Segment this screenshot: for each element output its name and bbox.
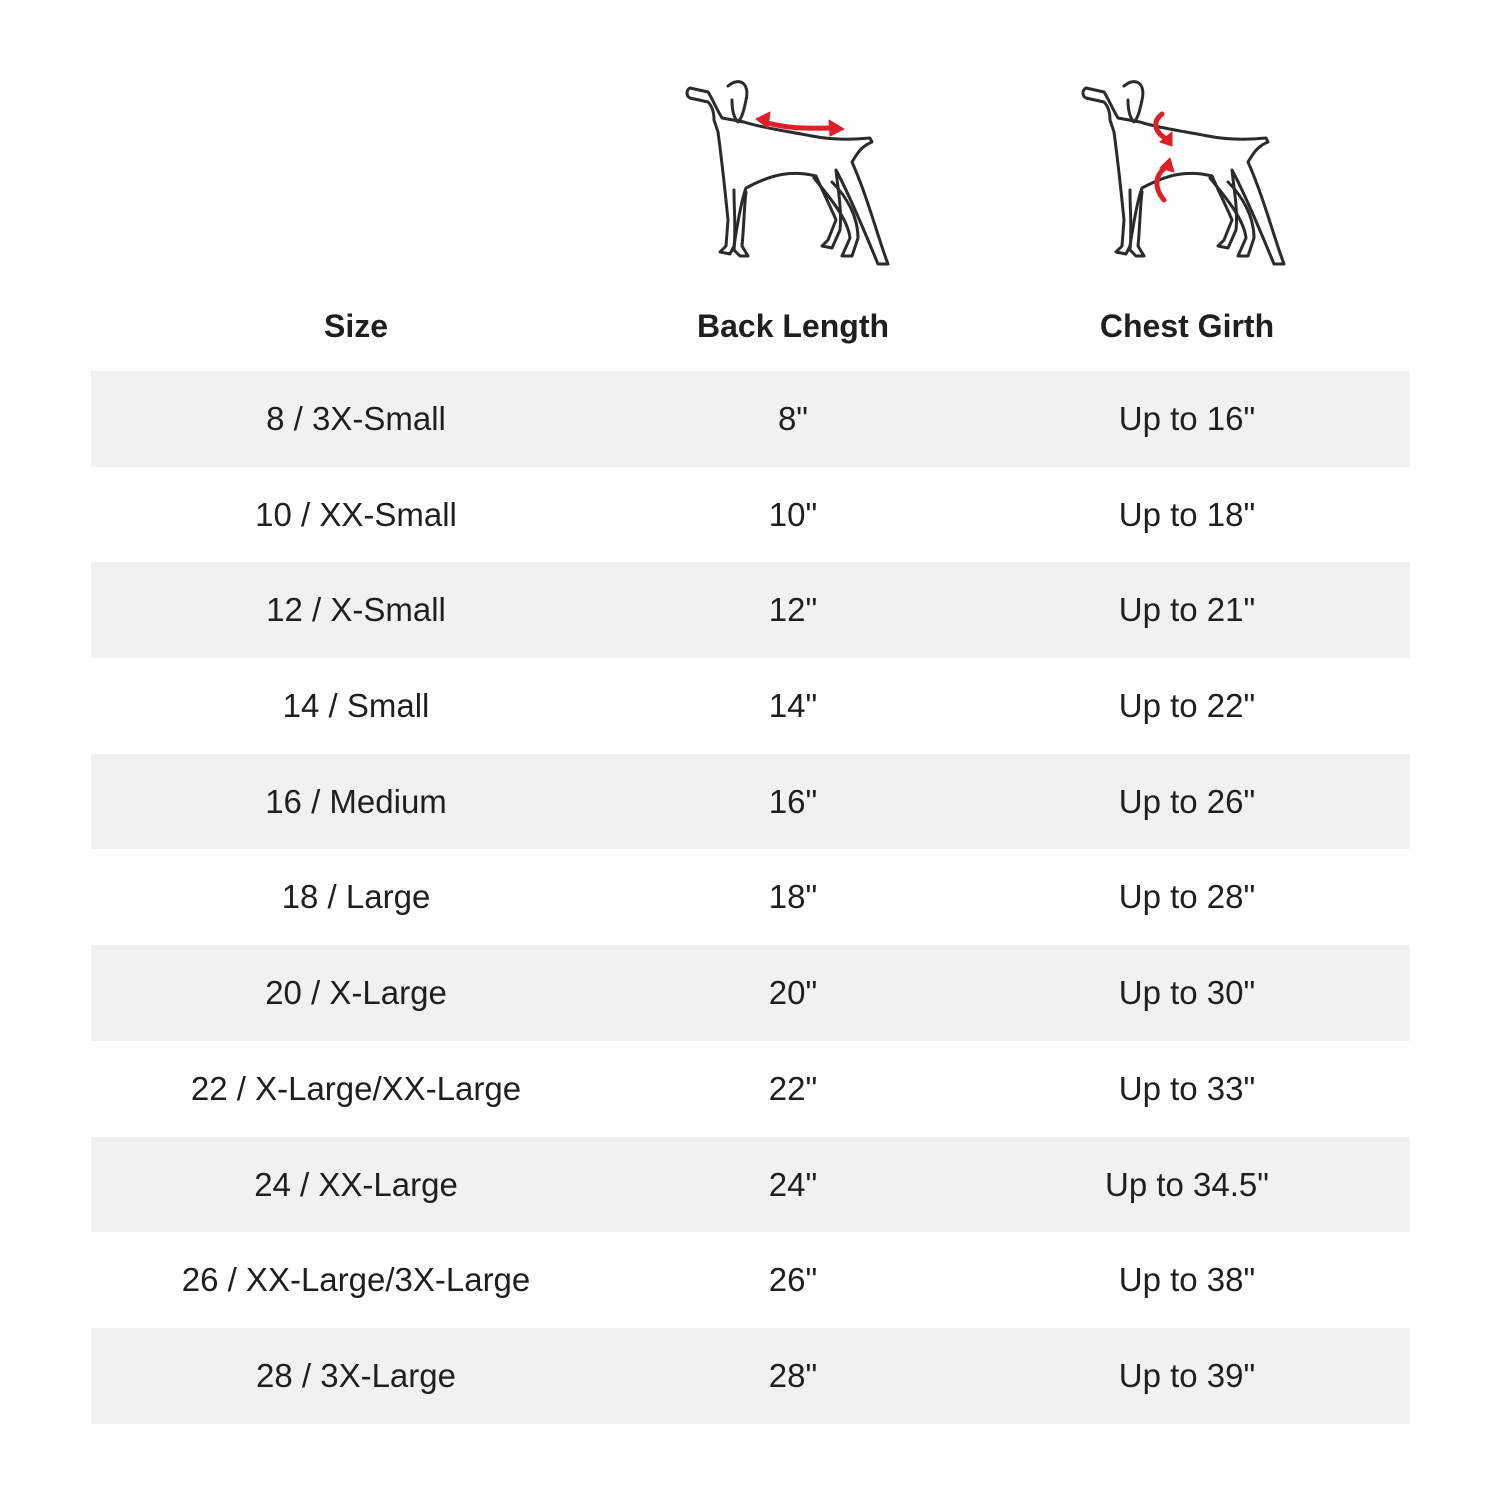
chest-girth-cell: Up to 16" <box>1118 400 1256 437</box>
chest-girth-cell: Up to 21" <box>1118 591 1256 629</box>
table-row <box>91 1041 1410 1137</box>
dog-back-length-icon <box>682 70 902 275</box>
back-length-cell: 14" <box>768 687 818 725</box>
back-length-cell: 28" <box>768 1356 818 1394</box>
back-length-cell: 20" <box>768 974 818 1012</box>
table-row <box>91 754 1410 850</box>
size-cell: 22 / X-Large/XX-Large <box>190 1069 522 1107</box>
size-chart-table <box>91 371 1410 1424</box>
back-length-cell: 10" <box>768 495 818 533</box>
table-header <box>91 296 1410 356</box>
chest-girth-cell: Up to 34.5" <box>1105 1165 1269 1203</box>
table-row <box>91 467 1410 563</box>
back-length-cell: 22" <box>768 1069 818 1107</box>
table-row <box>91 1232 1410 1328</box>
dog-chest-girth-icon <box>1078 70 1298 275</box>
size-cell: 26 / XX-Large/3X-Large <box>181 1261 531 1299</box>
size-cell: 16 / Medium <box>265 782 447 820</box>
table-row <box>91 945 1410 1041</box>
size-cell: 18 / Large <box>281 878 431 916</box>
chest-girth-cell: Up to 33" <box>1118 1069 1256 1107</box>
size-cell: 28 / 3X-Large <box>256 1356 456 1394</box>
size-cell: 12 / X-Small <box>266 591 446 629</box>
chest-girth-cell: Up to 28" <box>1118 878 1256 916</box>
back-length-cell: 18" <box>768 878 818 916</box>
back-length-cell: 26" <box>768 1261 818 1299</box>
size-cell: 14 / Small <box>282 687 430 725</box>
chest-girth-cell: Up to 30" <box>1118 974 1256 1012</box>
header-back-length: Back Length <box>696 308 890 344</box>
size-cell: 10 / XX-Small <box>255 495 457 533</box>
back-length-cell: 12" <box>768 591 818 629</box>
size-cell: 24 / XX-Large <box>254 1165 458 1203</box>
table-row <box>91 1328 1410 1424</box>
table-row <box>91 658 1410 754</box>
table-row <box>91 562 1410 658</box>
table-row <box>91 1137 1410 1233</box>
size-cell: 8 / 3X-Small <box>266 400 446 437</box>
chest-girth-cell: Up to 38" <box>1118 1261 1256 1299</box>
chest-girth-cell: Up to 18" <box>1118 495 1256 533</box>
size-cell: 20 / X-Large <box>265 974 447 1012</box>
back-length-cell: 8" <box>777 400 809 437</box>
table-row <box>91 371 1410 467</box>
chest-girth-cell: Up to 39" <box>1118 1356 1256 1394</box>
back-length-cell: 24" <box>768 1165 818 1203</box>
chest-girth-cell: Up to 22" <box>1118 687 1256 725</box>
chest-girth-cell: Up to 26" <box>1118 782 1256 820</box>
header-size: Size <box>323 308 389 344</box>
table-row <box>91 849 1410 945</box>
header-chest-girth: Chest Girth <box>1099 308 1275 344</box>
back-length-cell: 16" <box>768 782 818 820</box>
